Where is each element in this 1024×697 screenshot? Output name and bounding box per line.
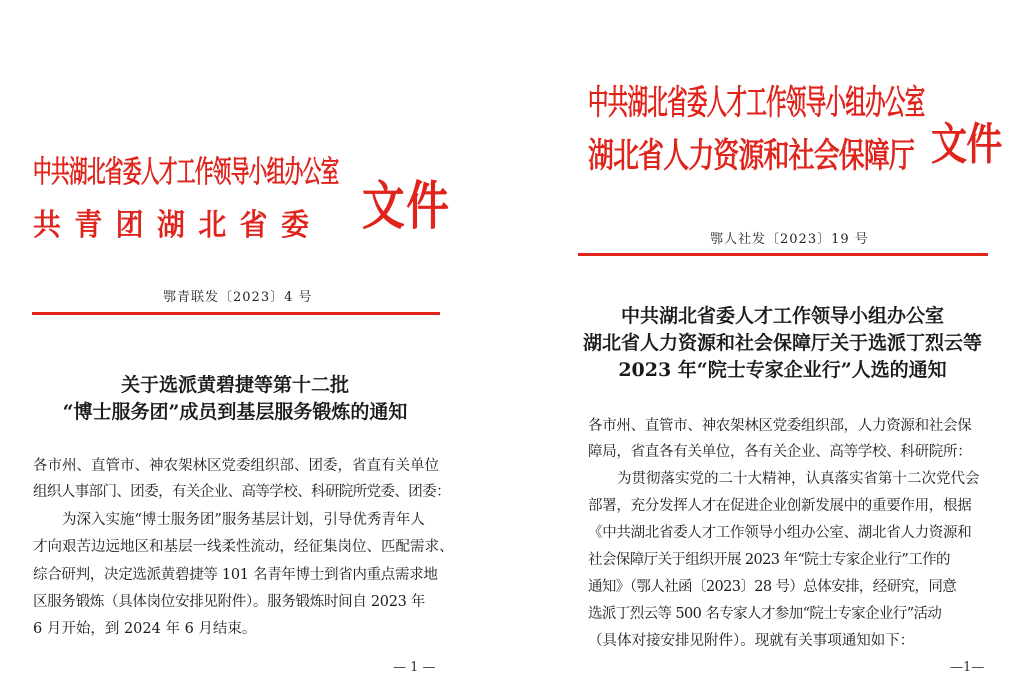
right-body-line: 部署，充分发挥人才在促进企业创新发展中的重要作用，根据 — [588, 498, 972, 514]
right-red-divider — [578, 253, 988, 256]
right-body-line: 为贯彻落实党的二十大精神，认真落实省第十二次党代会 — [617, 471, 980, 487]
left-document-mark: 文件 — [362, 176, 451, 237]
left-issuer-line2: 共 青 团 湖 北 省 委 — [33, 208, 311, 243]
right-body-line: 各市州、直管市、神农架林区党委组织部，人力资源和社会保 — [588, 418, 972, 434]
right-title-line3: 2023 年“院士专家企业行”人选的通知 — [618, 359, 947, 381]
right-body-line: 通知》（鄂人社函〔2023〕28 号）总体安排，经研究，同意 — [588, 579, 957, 595]
right-page-number: —1— — [950, 660, 985, 675]
right-body-line: 《中共湖北省委人才工作领导小组办公室、湖北省人力资源和 — [588, 525, 972, 541]
left-title-line1: 关于选派黄碧捷等第十二批 — [120, 374, 349, 396]
left-page-number: — 1 — — [393, 660, 436, 675]
left-body-line: 区服务锻炼（具体岗位安排见附件）。服务锻炼时间自 2023 年 — [33, 594, 426, 610]
right-body-line: 障局，省直各有关单位，各有关企业、高等学校、科研院所： — [588, 444, 972, 460]
right-body-line: （具体对接安排见附件）。现就有关事项通知如下： — [588, 633, 915, 649]
left-body-line: 为深入实施“博士服务团”服务基层计划，引导优秀青年人 — [62, 512, 425, 528]
left-doc-number: 鄂青联发〔2023〕4 号 — [163, 290, 313, 305]
left-body-line: 6 月开始，到 2024 年 6 月结束。 — [33, 621, 257, 637]
left-red-divider — [32, 312, 440, 315]
right-body-line: 选派丁烈云等 500 名专家人才参加“院士专家企业行”活动 — [588, 606, 942, 622]
left-body-line: 组织人事部门、团委，有关企业、高等学校、科研院所党委、团委： — [33, 484, 450, 500]
left-body-line: 各市州、直管市、神农架林区党委组织部、团委，省直有关单位 — [33, 458, 439, 474]
right-issuer-line2: 湖北省人力资源和社会保障厅 — [588, 136, 915, 176]
right-doc-number: 鄂人社发〔2023〕19 号 — [710, 232, 869, 247]
left-body-line: 才向艰苦边远地区和基层一线柔性流动，经征集岗位、匹配需求、 — [33, 539, 454, 555]
left-title-line2: “博士服务团”成员到基层服务锻炼的通知 — [62, 401, 408, 423]
right-body-line: 社会保障厅关于组织开展 2023 年“院士专家企业行”工作的 — [588, 552, 950, 568]
left-body-line: 综合研判，决定选派黄碧捷等 101 名青年博士到省内重点需求地 — [33, 567, 438, 583]
right-issuer-line1: 中共湖北省委人才工作领导小组办公室 — [588, 83, 925, 123]
right-title-line1: 中共湖北省委人才工作领导小组办公室 — [620, 305, 944, 327]
left-issuer-line1: 中共湖北省委人才工作领导小组办公室 — [33, 155, 339, 190]
right-title-line2: 湖北省人力资源和社会保障厅关于选派丁烈云等 — [582, 332, 982, 354]
right-document-mark: 文件 — [931, 119, 1002, 170]
left-document-page — [0, 0, 488, 697]
right-document-page — [560, 0, 1024, 697]
